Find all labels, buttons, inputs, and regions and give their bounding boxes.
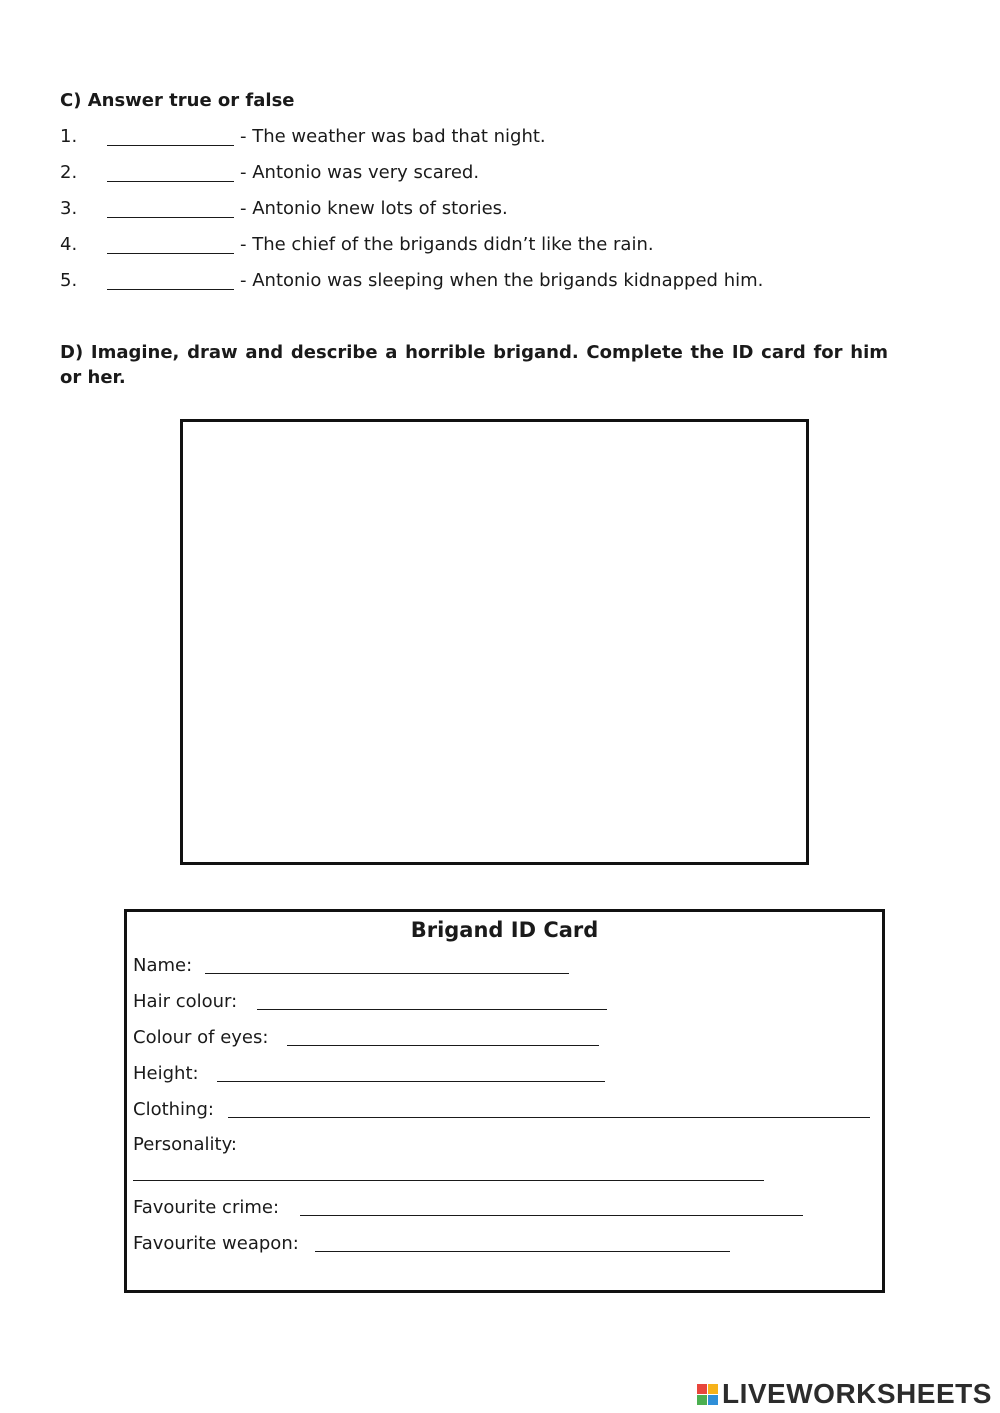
colour-of-eyes-line[interactable]: [287, 1045, 599, 1046]
logo-square: [708, 1395, 718, 1405]
colour-of-eyes-label: Colour of eyes:: [133, 1027, 269, 1048]
drawing-box[interactable]: [180, 419, 809, 865]
favourite-crime-label: Favourite crime:: [133, 1197, 280, 1218]
statement-text: - Antonio knew lots of stories.: [240, 198, 508, 219]
item-number: 5.: [60, 270, 78, 291]
answer-blank[interactable]: [107, 181, 234, 182]
hair-colour-label: Hair colour:: [133, 991, 238, 1012]
height-line[interactable]: [217, 1081, 605, 1082]
item-number: 1.: [60, 126, 78, 147]
id-card-title: Brigand ID Card: [410, 918, 599, 942]
logo-square: [708, 1384, 718, 1394]
logo-square: [697, 1395, 707, 1405]
brigand-id-card: [124, 909, 885, 1293]
liveworksheets-logo: [697, 1377, 992, 1411]
statement-text: - Antonio was very scared.: [240, 162, 480, 183]
statement-text: - The weather was bad that night.: [240, 126, 546, 147]
personality-label: Personality:: [133, 1134, 237, 1155]
statement-text: - Antonio was sleeping when the brigands kidnapped him.: [240, 270, 764, 291]
clothing-line[interactable]: [228, 1117, 870, 1118]
answer-blank[interactable]: [107, 289, 234, 290]
name-line[interactable]: [205, 973, 569, 974]
favourite-crime-line[interactable]: [300, 1215, 803, 1216]
item-number: 4.: [60, 234, 78, 255]
answer-blank[interactable]: [107, 217, 234, 218]
clothing-label: Clothing:: [133, 1099, 214, 1120]
section-c-heading: C) Answer true or false: [60, 90, 295, 111]
logo-square: [697, 1384, 707, 1394]
favourite-weapon-label: Favourite weapon:: [133, 1233, 299, 1254]
item-number: 2.: [60, 162, 78, 183]
hair-colour-line[interactable]: [257, 1009, 607, 1010]
logo-text: LIVEWORKSHEETS: [722, 1378, 992, 1409]
answer-blank[interactable]: [107, 145, 234, 146]
favourite-weapon-line[interactable]: [315, 1251, 730, 1252]
logo-mark-icon: [697, 1384, 718, 1405]
statement-text: - The chief of the brigands didn’t like the rain.: [240, 234, 654, 255]
personality-line[interactable]: [133, 1180, 764, 1181]
height-label: Height:: [133, 1063, 199, 1084]
name-label: Name:: [133, 955, 193, 976]
item-number: 3.: [60, 198, 78, 219]
section-d-heading: D) Imagine, draw and describe a horrible brigand. Complete the ID card for him or her.: [60, 342, 888, 388]
answer-blank[interactable]: [107, 253, 234, 254]
